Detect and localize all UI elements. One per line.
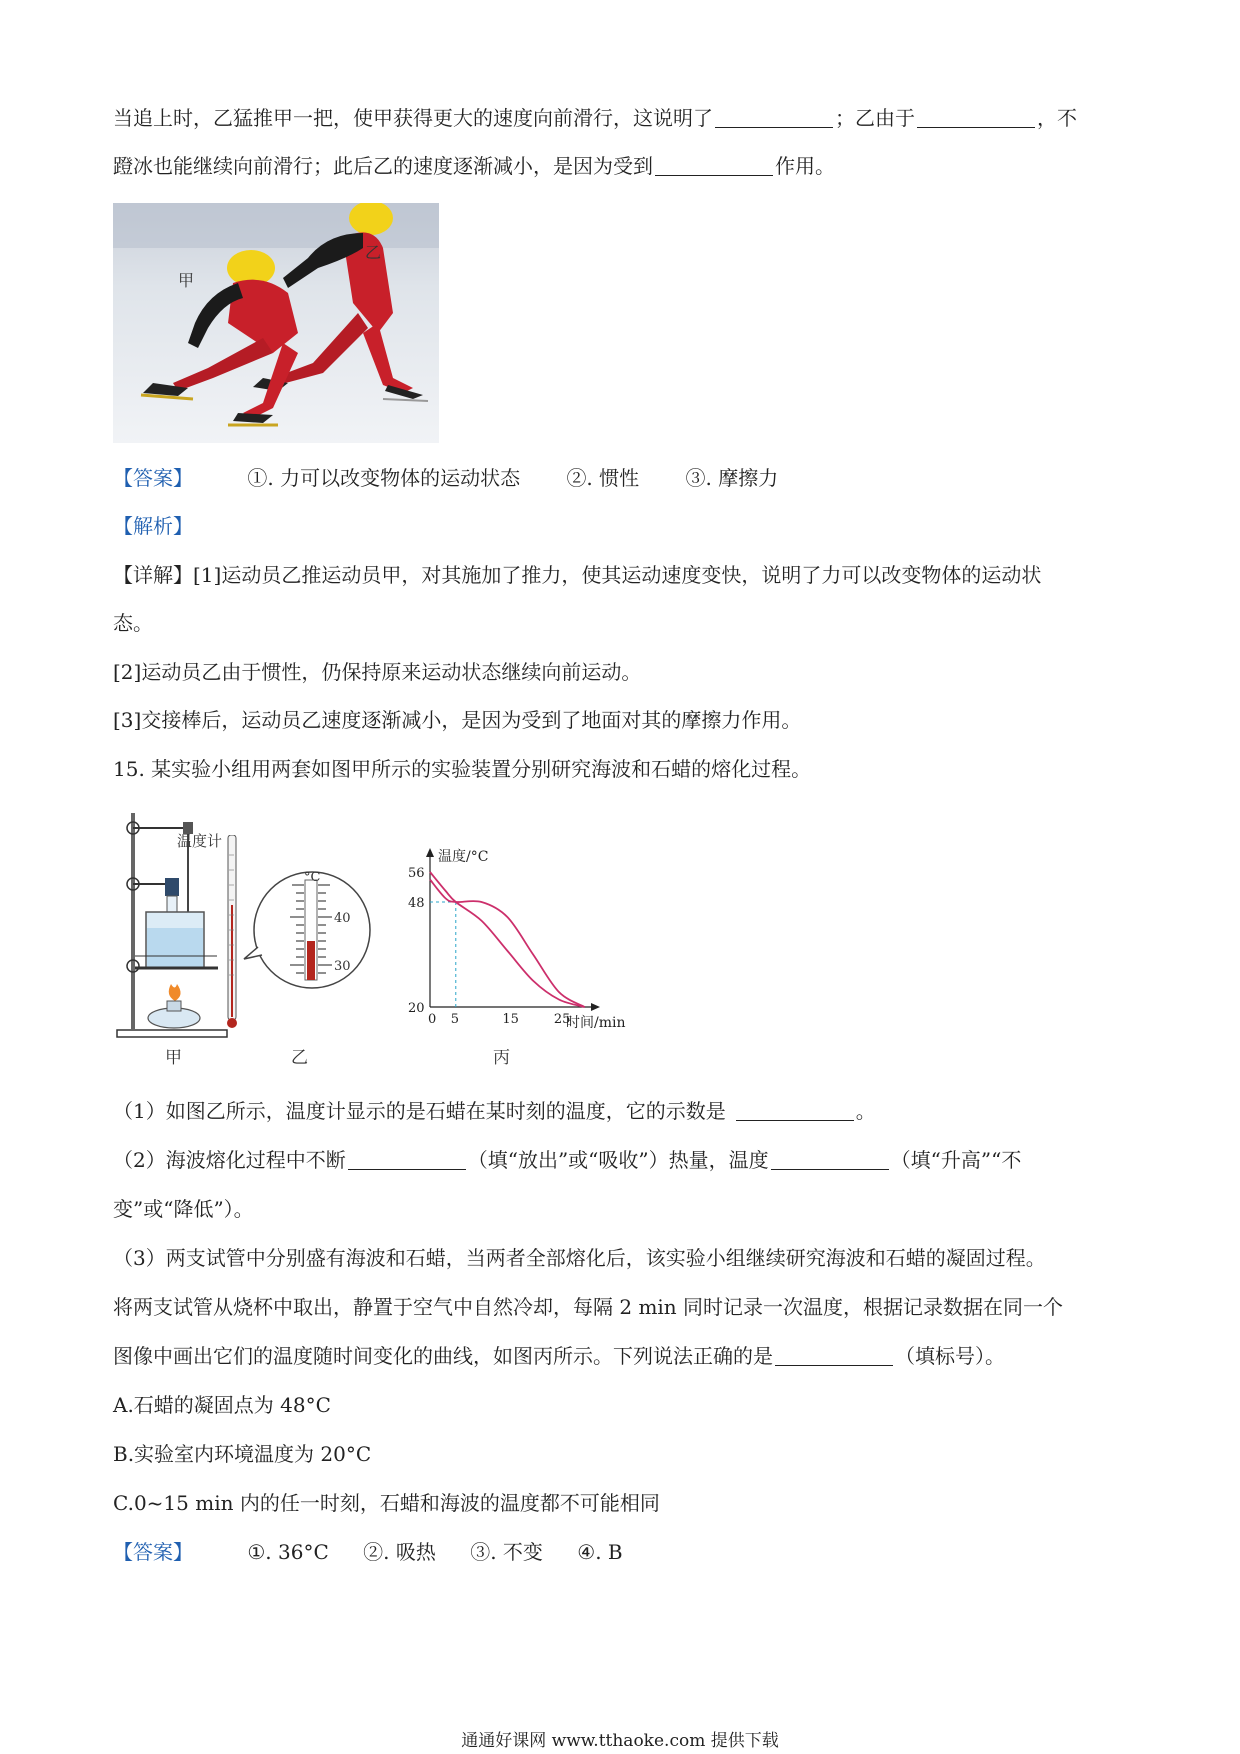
zoom-unit: °C <box>304 870 321 885</box>
answer-tag: 【答案】 <box>113 466 193 490</box>
x-tick-label: 25 <box>553 1012 571 1027</box>
thermometer-drawing <box>222 835 382 1035</box>
q14-line-2: 蹬冰也能继续向前滑行；此后乙的速度逐渐减小，是因为受到 作用。 <box>113 154 835 178</box>
thermometer-label: 温度计 <box>177 832 223 850</box>
x-tick-label: 5 <box>450 1012 460 1027</box>
answer-blank[interactable] <box>348 1149 466 1170</box>
skating-photo-drawing <box>113 203 439 443</box>
answer-item: ①. 力可以改变物体的运动状态 <box>247 466 521 490</box>
answer-blank[interactable] <box>736 1100 854 1121</box>
q15-option-b: B.实验室内环境温度为 20°C <box>113 1442 372 1466</box>
y-tick-label: 20 <box>408 1001 425 1016</box>
page-footer: 通通好课网 www.tthaoke.com 提供下载 <box>461 1731 779 1751</box>
zoom-tick-40: 40 <box>334 911 351 926</box>
caption-jia: 甲 <box>165 1048 182 1068</box>
answer-item: ③. 不变 <box>470 1540 543 1564</box>
q15-part-2-cont: 变”或“降低”）。 <box>113 1197 254 1221</box>
q14-answer <box>113 465 778 491</box>
x-tick-label: 15 <box>502 1012 519 1027</box>
q15-option-c: C.0~15 min 内的任一时刻，石蜡和海波的温度都不可能相同 <box>113 1491 660 1515</box>
x-axis-label: 时间/min <box>566 1015 626 1031</box>
figure-yi-thermometer <box>222 835 382 1035</box>
q14-line-1: 当追上时，乙猛推甲一把，使甲获得更大的速度向前滑行，这说明了 ；乙由于 ，不 <box>113 106 1077 130</box>
answer-blank[interactable] <box>771 1149 889 1170</box>
figure-bing-chart <box>400 845 640 1035</box>
q14-detail-1: 【详解】[1]运动员乙推运动员甲，对其施加了推力，使其运动速度变快，说明了力可以改变物体的运动状 <box>113 563 1042 587</box>
x-axis-arrow <box>591 1003 600 1011</box>
q15-stem: 15. 某实验小组用两套如图甲所示的实验装置分别研究海波和石蜡的熔化过程。 <box>113 757 812 781</box>
q15-option-a: A.石蜡的凝固点为 48°C <box>113 1393 331 1417</box>
answer-item: ③. 摩擦力 <box>685 466 779 490</box>
q14-detail-1-cont: 态。 <box>113 611 153 635</box>
q15-answer <box>113 1539 623 1565</box>
answer-blank[interactable] <box>715 107 833 128</box>
q14-detail-2: [2]运动员乙由于惯性，仍保持原来运动状态继续向前运动。 <box>113 660 642 684</box>
label-yi: 乙 <box>365 243 382 262</box>
caption-yi: 乙 <box>291 1048 308 1068</box>
answer-blank[interactable] <box>917 107 1035 128</box>
q15-part-3-c: 图像中画出它们的温度随时间变化的曲线，如图丙所示。下列说法正确的是 （填标号）。 <box>113 1344 1005 1368</box>
x-tick-label: 0 <box>428 1012 437 1027</box>
q14-detail-3: [3]交接棒后，运动员乙速度逐渐减小，是因为受到了地面对其的摩擦力作用。 <box>113 708 802 732</box>
q15-part-1: （1）如图乙所示，温度计显示的是石蜡在某时刻的温度，它的示数是 。 <box>113 1099 876 1123</box>
figure-jia-apparatus <box>113 808 238 1040</box>
answer-blank[interactable] <box>775 1345 893 1366</box>
y-tick-label: 56 <box>408 866 425 881</box>
caption-bing: 丙 <box>493 1048 510 1068</box>
q15-part-3-a: （3）两支试管中分别盛有海波和石蜡，当两者全部熔化后，该实验小组继续研究海波和石蜡的凝固过程。 <box>113 1246 1046 1270</box>
detail-tag: 【详解】 <box>113 563 193 587</box>
y-axis-arrow <box>426 848 434 857</box>
cooling-curve-1 <box>430 872 585 1007</box>
y-axis-label: 温度/°C <box>438 849 489 865</box>
answer-item: ④. B <box>577 1540 623 1564</box>
skating-photo <box>113 203 439 443</box>
label-jia: 甲 <box>178 271 195 290</box>
cooling-curve-chart <box>400 845 640 1035</box>
zoom-tick-30: 30 <box>334 959 351 974</box>
y-tick-label: 48 <box>408 896 425 911</box>
answer-item: ②. 惯性 <box>566 466 640 490</box>
q15-part-3-b: 将两支试管从烧杯中取出，静置于空气中自然冷却，每隔 2 min 同时记录一次温度，根据记录数据在同一个 <box>113 1295 1064 1319</box>
q15-part-2: （2）海波熔化过程中不断 （填“放出”或“吸收”）热量，温度 （填“升高”“不 <box>113 1148 1022 1172</box>
answer-blank[interactable] <box>655 155 773 176</box>
answer-tag: 【答案】 <box>113 1540 193 1564</box>
answer-item: ①. 36°C <box>247 1540 329 1564</box>
q14-analysis-tag: 【解析】 <box>113 514 193 538</box>
answer-item: ②. 吸热 <box>363 1540 436 1564</box>
